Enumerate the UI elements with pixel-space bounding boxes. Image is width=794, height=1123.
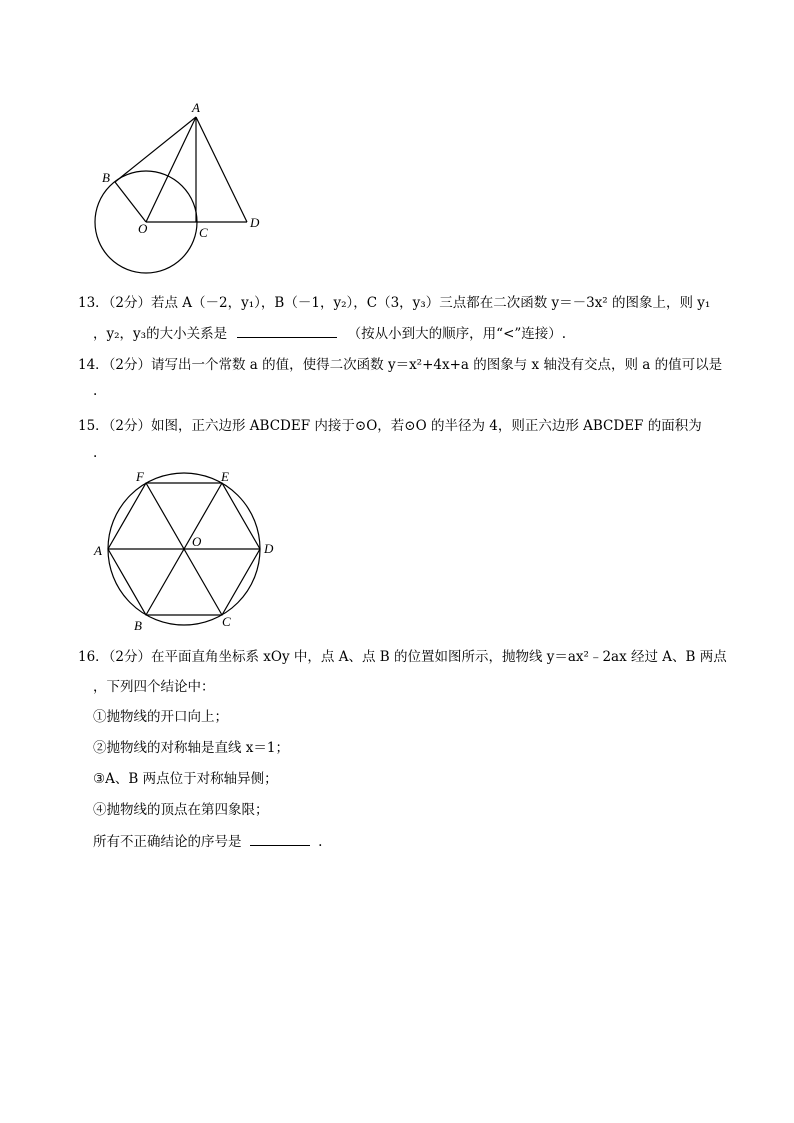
q13-line2-start: ，y₂，y₃的大小关系是 — [93, 326, 228, 342]
figure-circle-tangent — [80, 95, 280, 280]
q13-line2-end: （按从小到大的顺序，用“<”连接）. — [347, 326, 567, 342]
q16-final — [93, 830, 322, 850]
q16-line2: ，下列四个结论中： — [93, 679, 215, 695]
segment-ao — [146, 117, 196, 222]
q16-line1: 16．（2分）在平面直角坐标系 xOy 中，点 A、点 B 的位置如图所示，抛物线 y＝ax²﹣2ax 经过 A、B 两点 — [78, 649, 727, 665]
q13-answer-blank[interactable] — [237, 325, 337, 338]
q16-item-3: ③A、B 两点位于对称轴异侧； — [93, 771, 278, 787]
label-d: D — [250, 215, 260, 230]
q15-line2: . — [93, 445, 98, 461]
segment-bo — [115, 182, 146, 222]
label-e: E — [221, 469, 229, 484]
label-o: O — [138, 221, 148, 236]
label-a: A — [192, 100, 200, 115]
q13-line2 — [93, 322, 566, 342]
q16-item-1: ①抛物线的开口向上； — [93, 709, 228, 725]
label-c2: C — [222, 614, 231, 629]
label-f: F — [136, 469, 144, 484]
q16-answer-blank[interactable] — [250, 833, 310, 846]
label-b2: B — [134, 618, 142, 633]
q16-item-4: ④抛物线的顶点在第四象限； — [93, 802, 269, 818]
label-d2: D — [264, 541, 274, 556]
figure-hexagon — [88, 465, 288, 635]
segment-ad — [196, 117, 247, 222]
q16-final-start: 所有不正确结论的序号是 — [93, 834, 242, 850]
label-c: C — [199, 225, 208, 240]
q13-line1: 13．（2分）若点 A（－2，y₁），B（－1，y₂），C（3，y₃）三点都在二次函数 y＝－3x² 的图象上，则 y₁ — [78, 295, 711, 311]
q14-line2: . — [93, 383, 98, 399]
q16-item-2: ②抛物线的对称轴是直线 x＝1； — [93, 740, 289, 756]
q16-final-end: . — [318, 834, 323, 850]
q15-line1: 15．（2分）如图，正六边形 ABCDEF 内接于⊙O，若⊙O 的半径为 4，则正六边形 ABCDEF 的面积为 — [78, 418, 702, 434]
label-o2: O — [192, 534, 202, 549]
label-b: B — [102, 170, 110, 185]
q14-line1: 14．（2分）请写出一个常数 a 的值，使得二次函数 y＝x²+4x+a 的图象与 x 轴没有交点，则 a 的值可以是 — [78, 357, 723, 373]
label-a2: A — [94, 543, 102, 558]
